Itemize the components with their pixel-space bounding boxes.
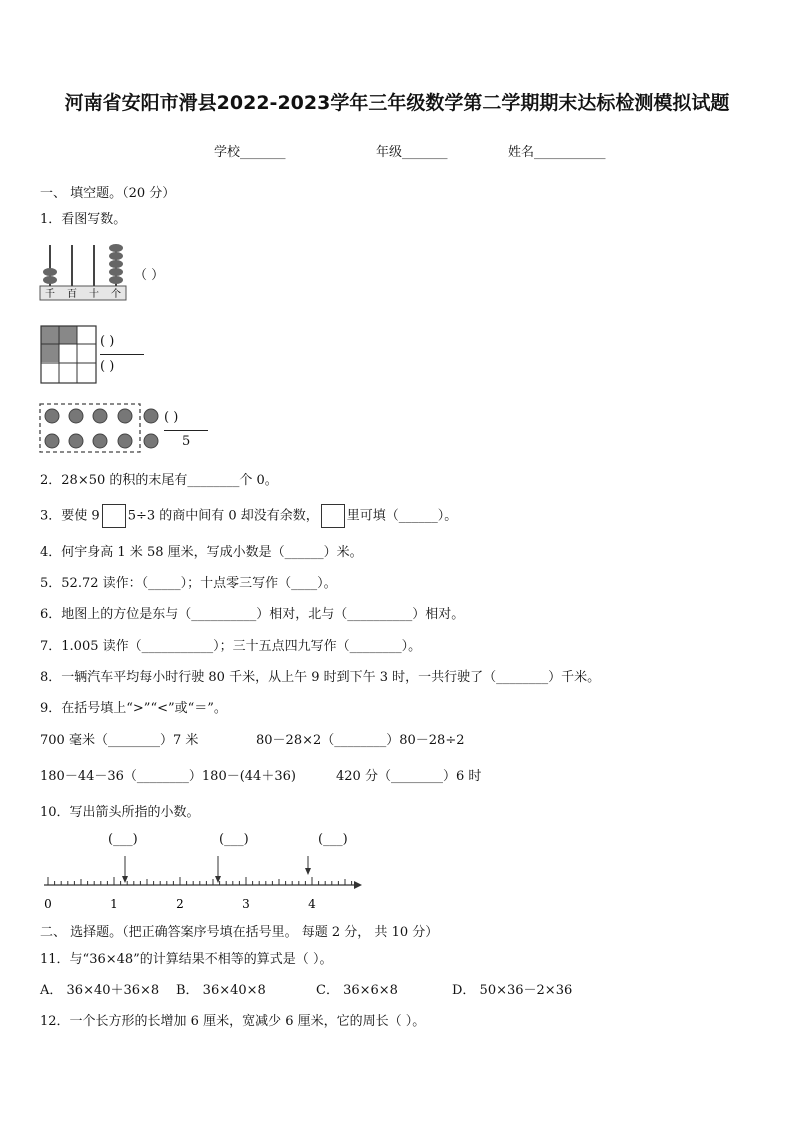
q8-text: 8．一辆汽车平均每小时行驶 80 千米，从上午 9 时到下午 3 时，一共行驶了（________）千米。 <box>40 670 601 685</box>
dot <box>69 434 83 448</box>
abacus-label-ones: 个 <box>111 289 121 300</box>
number-line-arrowhead <box>354 881 362 889</box>
abacus-bead <box>109 268 123 276</box>
dot <box>144 409 158 423</box>
dots-figure <box>38 402 166 454</box>
dot <box>93 434 107 448</box>
abacus-label-hundreds: 百 <box>67 289 77 300</box>
tick-label-1: 1 <box>110 897 118 911</box>
tick-label-3: 3 <box>242 897 250 911</box>
grid-shaded-cell <box>59 326 77 344</box>
dot <box>93 409 107 423</box>
grid-fraction-denominator: ( ) <box>100 359 115 374</box>
q3-part1: 3．要使 9 <box>40 508 100 524</box>
number-line <box>38 852 368 912</box>
q11-text: 11．与“36×48”的计算结果不相等的算式是（ ）。 <box>40 952 333 967</box>
dot <box>45 409 59 423</box>
q11-option-a: A． 36×40＋36×8 <box>40 983 160 998</box>
q10-text: 10．写出箭头所指的小数。 <box>40 805 200 820</box>
q3-box-2 <box>321 504 345 528</box>
abacus-label-thousands: 千 <box>45 289 55 300</box>
q6-text: 6．地图上的方位是东与（__________）相对，北与（__________）相对。 <box>40 607 465 622</box>
tick-label-2: 2 <box>176 897 184 911</box>
dots-fraction-denominator: 5 <box>182 434 191 449</box>
q3-box-1 <box>102 504 126 528</box>
grid-shaded-cell <box>41 344 59 362</box>
q3-part2: 5÷3 的商中间有 0 却没有余数， <box>127 508 319 524</box>
section-1-heading: 一、 填空题。（20 分） <box>40 186 176 201</box>
abacus-bead <box>109 276 123 284</box>
dot <box>118 409 132 423</box>
name-field: 姓名___________ <box>508 145 606 160</box>
grid-fraction-numerator: ( ) <box>100 334 115 349</box>
q11-option-d: D． 50×36－2×36 <box>452 983 573 998</box>
dot <box>144 434 158 448</box>
q1-text: 1．看图写数。 <box>40 212 127 227</box>
q11-option-c: C． 36×6×8 <box>316 983 398 998</box>
dots-fraction-numerator: ( ) <box>164 410 179 425</box>
q9-row1-right: 80－28×2（________）80－28÷2 <box>256 733 465 748</box>
q9-row2-right: 420 分（________）6 时 <box>336 769 482 784</box>
abacus-bead <box>109 260 123 268</box>
grid-figure <box>40 325 98 385</box>
tick-label-4: 4 <box>308 897 316 911</box>
q2-text: 2．28×50 的积的末尾有________个 0。 <box>40 473 278 488</box>
grade-field: 年级_______ <box>376 145 448 160</box>
page-title: 河南省安阳市滑县2022-2023学年三年级数学第二学期期末达标检测模拟试题 <box>64 92 730 114</box>
q11-option-b: B． 36×40×8 <box>176 983 266 998</box>
q3-text <box>40 504 457 528</box>
dot <box>45 434 59 448</box>
q9-row1-left: 700 毫米（________）7 米 <box>40 733 199 748</box>
q9-row2-left: 180－44－36（________）180－(44＋36) <box>40 769 296 784</box>
q4-text: 4．何宇身高 1 米 58 厘米，写成小数是（______）米。 <box>40 545 363 560</box>
section-2-heading: 二、 选择题。（把正确答案序号填在括号里。 每题 2 分， 共 10 分） <box>40 925 439 940</box>
dots-fraction-bar <box>164 430 208 431</box>
abacus-bead <box>43 268 57 276</box>
q10-blank-2: (___) <box>219 832 249 847</box>
q5-text: 5．52.72 读作：（_____）；十点零三写作（____）。 <box>40 576 337 591</box>
abacus-answer-blank: （ ） <box>134 268 165 283</box>
q10-blank-1: (___) <box>108 832 138 847</box>
grid-shaded-cell <box>41 326 59 344</box>
q3-part3: 里可填（______）。 <box>346 508 458 524</box>
abacus-figure <box>38 240 128 302</box>
dot <box>69 409 83 423</box>
tick-label-0: 0 <box>44 897 52 911</box>
arrow-3-head <box>305 868 311 875</box>
grid-fraction-bar <box>100 354 144 355</box>
abacus-bead <box>109 244 123 252</box>
school-field: 学校_______ <box>214 145 286 160</box>
abacus-bead <box>109 252 123 260</box>
q7-text: 7．1.005 读作（___________）；三十五点四九写作（________）。 <box>40 639 422 654</box>
q12-text: 12．一个长方形的长增加 6 厘米，宽减少 6 厘米，它的周长（ ）。 <box>40 1014 426 1029</box>
abacus-bead <box>43 276 57 284</box>
abacus-label-tens: 十 <box>89 289 99 300</box>
q9-text: 9．在括号填上“>”“<”或“＝”。 <box>40 701 227 716</box>
q10-blank-3: (___) <box>318 832 348 847</box>
dot <box>118 434 132 448</box>
